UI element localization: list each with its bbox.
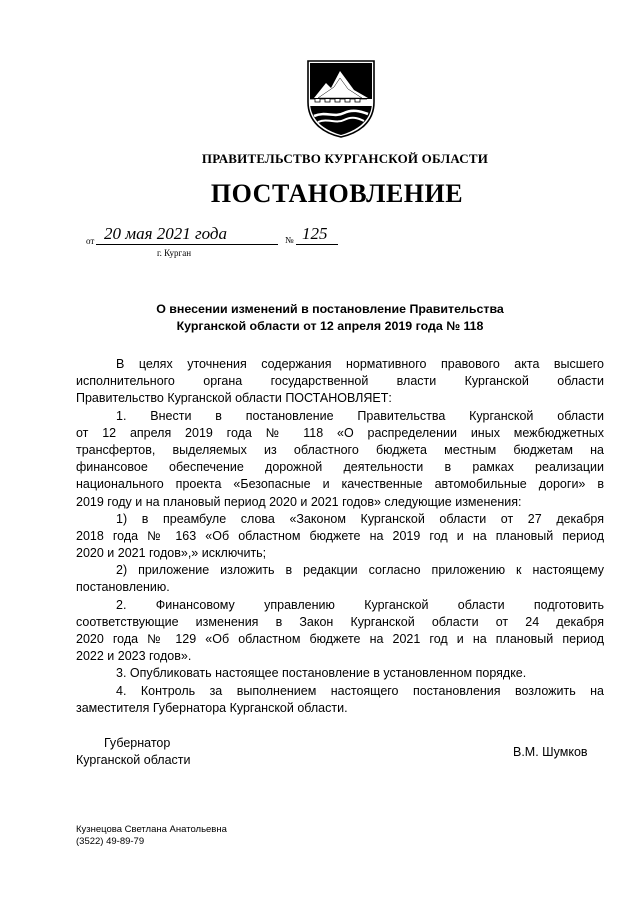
document-type-heading: ПОСТАНОВЛЕНИЕ xyxy=(210,179,464,208)
document-body xyxy=(76,356,604,717)
government-name: ПРАВИТЕЛЬСТВО КУРГАНСКОЙ ОБЛАСТИ xyxy=(201,151,489,166)
signatory-position-line2: Курганской области xyxy=(76,753,191,767)
city-label: г. Курган xyxy=(157,248,192,258)
body-line: 1. Внести в постановление Правительства Курганской области xyxy=(116,408,604,423)
body-line: 2) приложение изложить в редакции согласно приложению к настоящему xyxy=(116,563,604,578)
body-line: 2020 и 2021 годов»,» исключить; xyxy=(76,546,267,561)
body-line: исполнительного органа государственной власти Курганской области xyxy=(76,374,604,389)
body-line: 2018 года № 163 «Об областном бюджете на 2019 год и на плановый период xyxy=(76,528,604,543)
body-line: финансовое обеспечение дорожной деятельности в рамках реализации xyxy=(76,460,604,475)
body-line: 2020 года № 129 «Об областном бюджете на 2021 год и на плановый период xyxy=(76,632,604,646)
executor-name: Кузнецова Светлана Анатольевна xyxy=(76,824,227,835)
body-line: национального проекта «Безопасные и качественные автомобильные дороги» в xyxy=(76,477,604,492)
document-title xyxy=(120,301,540,335)
date-handwritten: 20 мая 2021 года xyxy=(104,224,228,243)
body-line: 2022 и 2023 годов». xyxy=(76,649,192,664)
signatory-name: В.М. Шумков xyxy=(513,745,588,759)
body-line: постановлению. xyxy=(76,580,170,595)
body-line: 4. Контроль за выполнением настоящего постановления возложить на xyxy=(116,683,604,698)
number-label: № xyxy=(285,235,294,245)
body-line: 1) в преамбуле слова «Законом Курганской области от 27 декабря xyxy=(116,511,604,526)
title-line: Курганской области от 12 апреля 2019 года № 118 xyxy=(176,319,484,333)
date-underline xyxy=(96,244,278,245)
body-line: от 12 апреля 2019 года № 118 «О распределении иных межбюджетных xyxy=(76,425,604,440)
date-from-label: от xyxy=(86,236,95,246)
body-line: заместителя Губернатора Курганской области. xyxy=(76,700,348,715)
number-underline xyxy=(296,244,338,245)
body-line: 3. Опубликовать настоящее постановление в установленном порядке. xyxy=(116,666,527,681)
title-line: О внесении изменений в постановление Правительства xyxy=(156,302,504,316)
body-line: В целях уточнения содержания нормативного правового акта высшего xyxy=(116,357,604,371)
number-handwritten: 125 xyxy=(302,224,328,243)
body-line: 2019 году и на плановый период 2020 и 2021 годов» следующие изменения: xyxy=(76,494,522,509)
executor-info xyxy=(76,824,227,848)
body-line: 2. Финансовому управлению Курганской области подготовить xyxy=(116,597,604,612)
signatory-position-line1: Губернатор xyxy=(104,736,171,750)
body-line: соответствующие изменения в Закон Курганской области от 24 декабря xyxy=(76,614,604,629)
body-line: трансфертов, выделяемых из областного бюджета местным бюджетам на xyxy=(76,442,604,457)
coat-of-arms-emblem xyxy=(304,58,378,138)
executor-phone: (3522) 49-89-79 xyxy=(76,836,145,847)
body-line: Правительство Курганской области ПОСТАНОВЛЯЕТ: xyxy=(76,391,392,406)
